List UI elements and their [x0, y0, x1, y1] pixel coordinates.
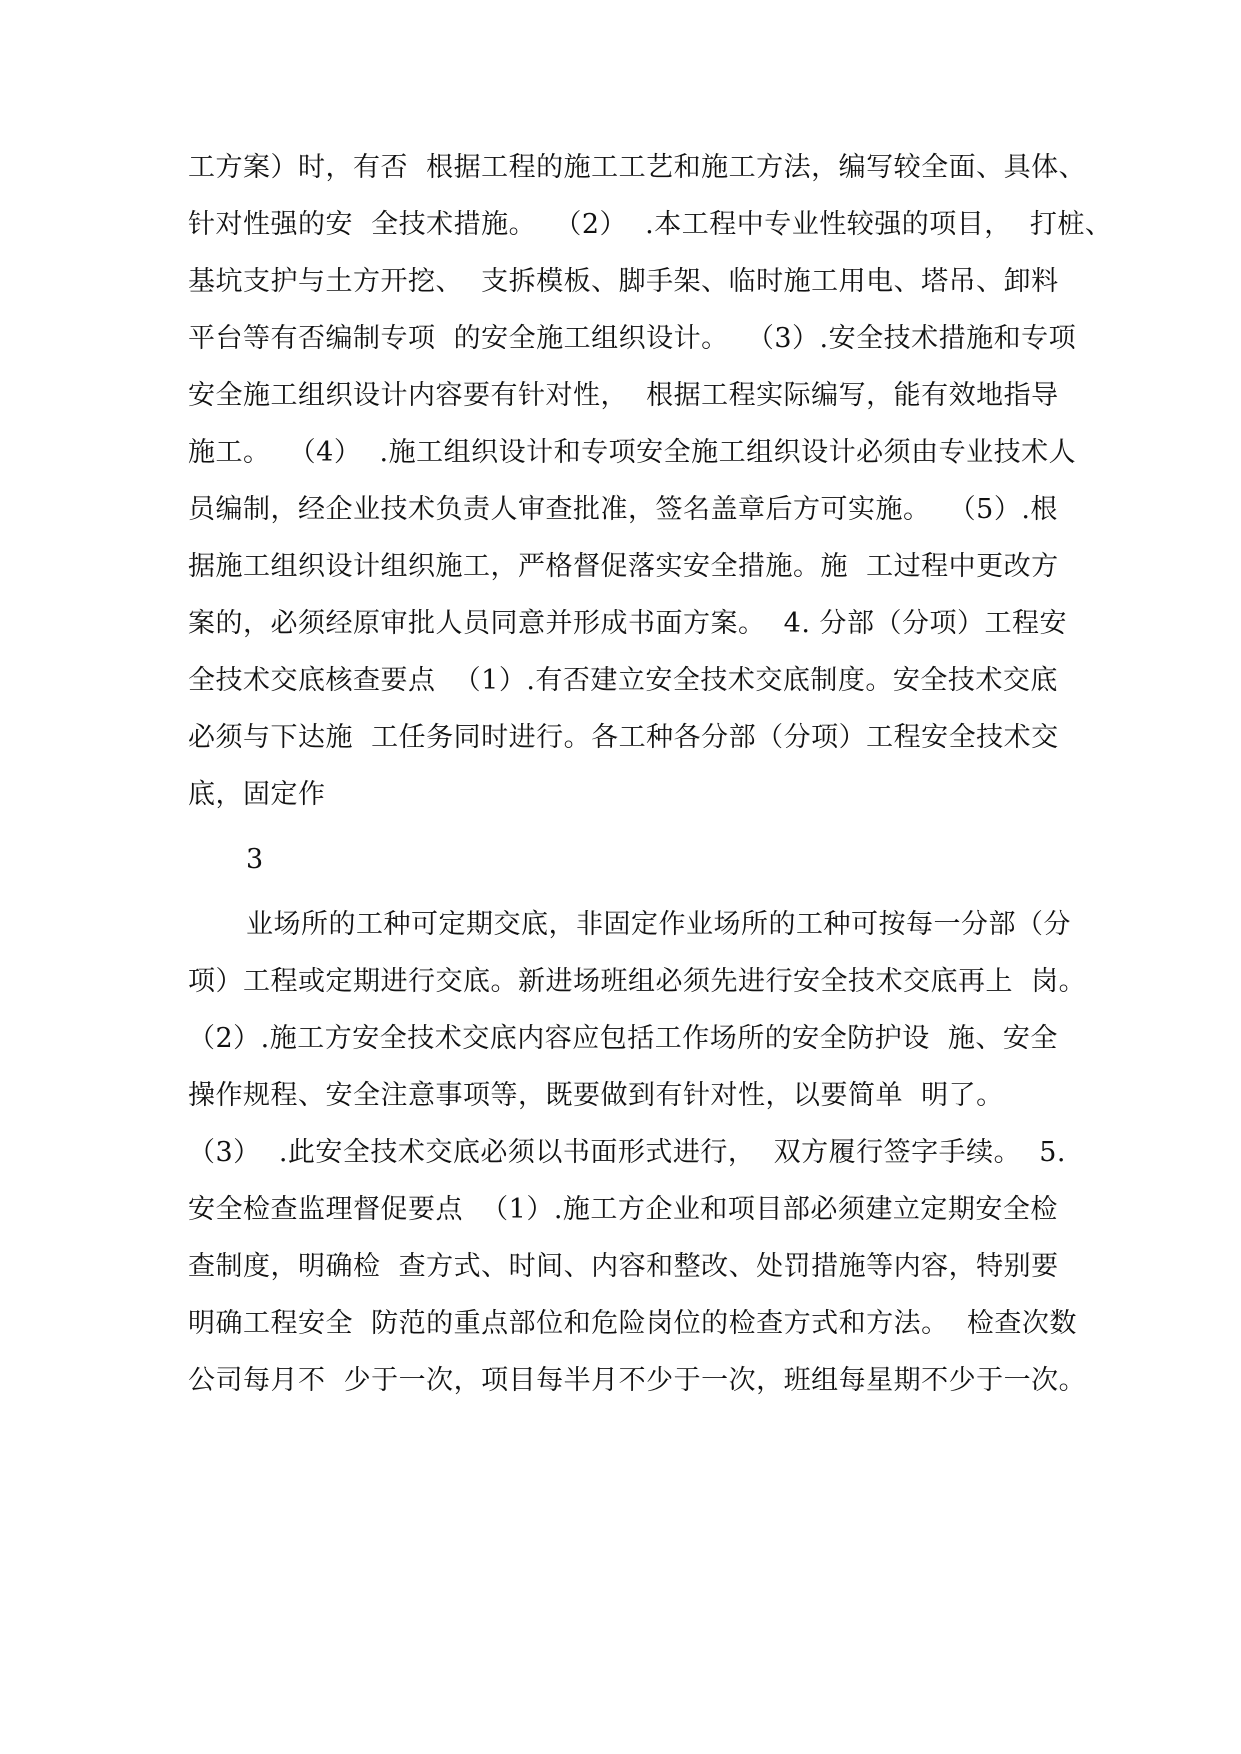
text-line: 项）工程或定期进行交底。新进场班组必须先进行安全技术交底再上 岗。	[188, 966, 1087, 997]
text-line: 案的，必须经原审批人员同意并形成书面方案。 4. 分部（分项）工程安	[188, 608, 1068, 639]
text-line: 底，固定作	[188, 779, 326, 810]
text-line: （3） .此安全技术交底必须以书面形式进行， 双方履行签字手续。 5.	[188, 1137, 1067, 1168]
text-line: 操作规程、安全注意事项等，既要做到有针对性，以要简单 明了。	[188, 1080, 1004, 1111]
text-line: 员编制，经企业技术负责人审查批准，签名盖章后方可实施。 （5）.根	[188, 494, 1058, 525]
page-number: 3	[246, 844, 264, 875]
text-line: 施工。 （4） .施工组织设计和专项安全施工组织设计必须由专业技术人	[188, 437, 1077, 468]
text-line: 据施工组织设计组织施工，严格督促落实安全措施。施 工过程中更改方	[188, 551, 1059, 582]
text-line: 查制度，明确检 查方式、时间、内容和整改、处罚措施等内容，特别要	[188, 1251, 1059, 1282]
text-line: 平台等有否编制专项 的安全施工组织设计。 （3）.安全技术措施和专项	[188, 323, 1077, 354]
text-line: 安全检查监理督促要点 （1）.施工方企业和项目部必须建立定期安全检	[188, 1194, 1058, 1225]
text-line: 业场所的工种可定期交底，非固定作业场所的工种可按每一分部（分	[246, 909, 1071, 940]
text-line: 工方案）时，有否 根据工程的施工工艺和施工方法，编写较全面、具体、	[188, 152, 1087, 183]
text-line: （2）.施工方安全技术交底内容应包括工作场所的安全防护设 施、安全	[188, 1023, 1058, 1054]
text-line: 明确工程安全 防范的重点部位和危险岗位的检查方式和方法。 检查次数	[188, 1308, 1077, 1339]
text-line: 全技术交底核查要点 （1）.有否建立安全技术交底制度。安全技术交底	[188, 665, 1058, 696]
text-line: 安全施工组织设计内容要有针对性， 根据工程实际编写，能有效地指导	[188, 380, 1059, 411]
text-line: 必须与下达施 工任务同时进行。各工种各分部（分项）工程安全技术交	[188, 722, 1059, 753]
text-line: 公司每月不 少于一次，项目每半月不少于一次，班组每星期不少于一次。	[188, 1365, 1087, 1396]
text-line: 针对性强的安 全技术措施。 （2） .本工程中专业性较强的项目， 打桩、	[188, 209, 1113, 240]
text-line: 基坑支护与土方开挖、 支拆模板、脚手架、临时施工用电、塔吊、卸料	[188, 266, 1059, 297]
